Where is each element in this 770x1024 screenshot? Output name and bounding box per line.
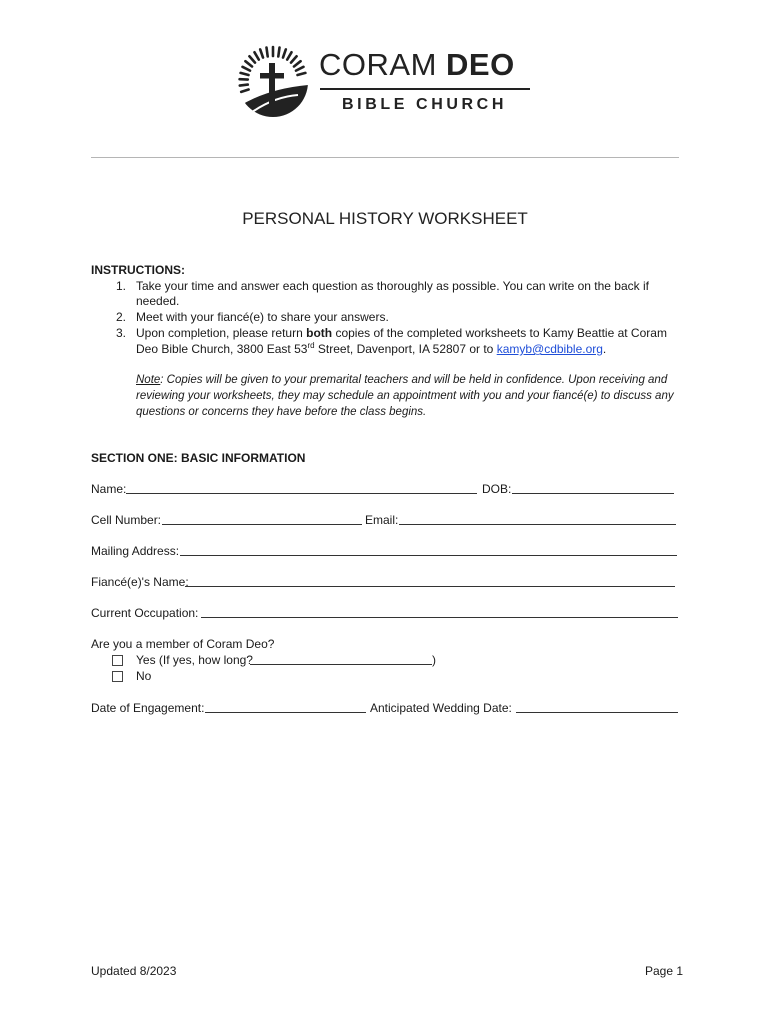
instructions-label: INSTRUCTIONS: — [91, 263, 185, 277]
document-title: PERSONAL HISTORY WORKSHEET — [242, 209, 528, 228]
instruction-text-part: copies of the completed worksheets to Kamy Beattie at Coram — [332, 326, 667, 340]
wedding-date-label: Anticipated Wedding Date: — [370, 701, 512, 715]
wedding-date-field[interactable] — [516, 700, 678, 713]
brand-name-part2: DEO — [446, 47, 515, 82]
instruction-text-part: Street, Davenport, IA 52807 or to — [314, 342, 497, 356]
footer-page-number: Page 1 — [645, 964, 684, 978]
mailing-address-field[interactable] — [180, 543, 677, 556]
name-field[interactable] — [126, 481, 477, 494]
instruction-text: Meet with your fiancé(e) to share your answers. — [136, 310, 389, 324]
confidentiality-note — [136, 372, 676, 420]
header-divider — [91, 157, 679, 158]
yes-option-close: ) — [432, 653, 436, 667]
mailing-address-label: Mailing Address: — [91, 544, 180, 558]
cross-sunburst-icon — [236, 45, 310, 119]
ordinal-suffix: rd — [307, 341, 315, 350]
instruction-number: 2. — [115, 310, 126, 324]
instruction-number: 1. — [115, 279, 126, 293]
email-link[interactable]: kamyb@cdbible.org — [496, 342, 603, 356]
fiance-name-field[interactable] — [185, 574, 675, 587]
dob-label: DOB: — [482, 482, 512, 496]
instruction-number: 3. — [115, 326, 126, 340]
yes-option-label: Yes (If yes, how long? — [136, 653, 253, 667]
name-label: Name: — [91, 482, 127, 496]
fiance-name-label: Fiancé(e)'s Name: — [91, 575, 189, 589]
instruction-emphasis: both — [306, 326, 333, 340]
instruction-text-part: Upon completion, please return — [136, 326, 307, 340]
engagement-date-field[interactable] — [205, 700, 366, 713]
occupation-field[interactable] — [201, 605, 678, 618]
occupation-label: Current Occupation: — [91, 606, 199, 620]
no-checkbox[interactable] — [112, 671, 123, 682]
yes-checkbox[interactable] — [112, 655, 123, 666]
no-option-label: No — [136, 669, 152, 683]
footer-updated-date: Updated 8/2023 — [91, 964, 177, 978]
instruction-text: needed. — [136, 294, 180, 308]
membership-duration-field[interactable] — [250, 652, 432, 665]
membership-question: Are you a member of Coram Deo? — [91, 637, 275, 651]
brand-subtitle: BIBLE CHURCH — [342, 96, 507, 113]
email-field[interactable] — [399, 512, 676, 525]
note-label: Note — [136, 374, 161, 386]
engagement-date-label: Date of Engagement: — [91, 701, 205, 715]
instruction-text-part: Deo Bible Church, 3800 East 53 — [136, 342, 308, 356]
instruction-text — [136, 325, 667, 341]
note-text: : Copies will be given to your premarital teachers and will be held in confidence. Upon receiving and reviewing your worksheets, they may schedule an appointment with you and your fiancé(e) to discuss any questions or concerns they have before the class begins. — [136, 374, 674, 418]
cell-number-label: Cell Number: — [91, 513, 162, 527]
brand-name — [319, 48, 515, 82]
section-heading: SECTION ONE: BASIC INFORMATION — [91, 451, 306, 465]
email-label: Email: — [365, 513, 399, 527]
brand-divider — [320, 88, 530, 90]
dob-field[interactable] — [512, 481, 674, 494]
instruction-text: Take your time and answer each question as thoroughly as possible. You can write on the back if — [136, 279, 649, 293]
brand-name-part1: CORAM — [319, 47, 437, 82]
instruction-text — [136, 341, 606, 357]
instruction-text-part: . — [602, 342, 607, 356]
cell-number-field[interactable] — [162, 512, 362, 525]
